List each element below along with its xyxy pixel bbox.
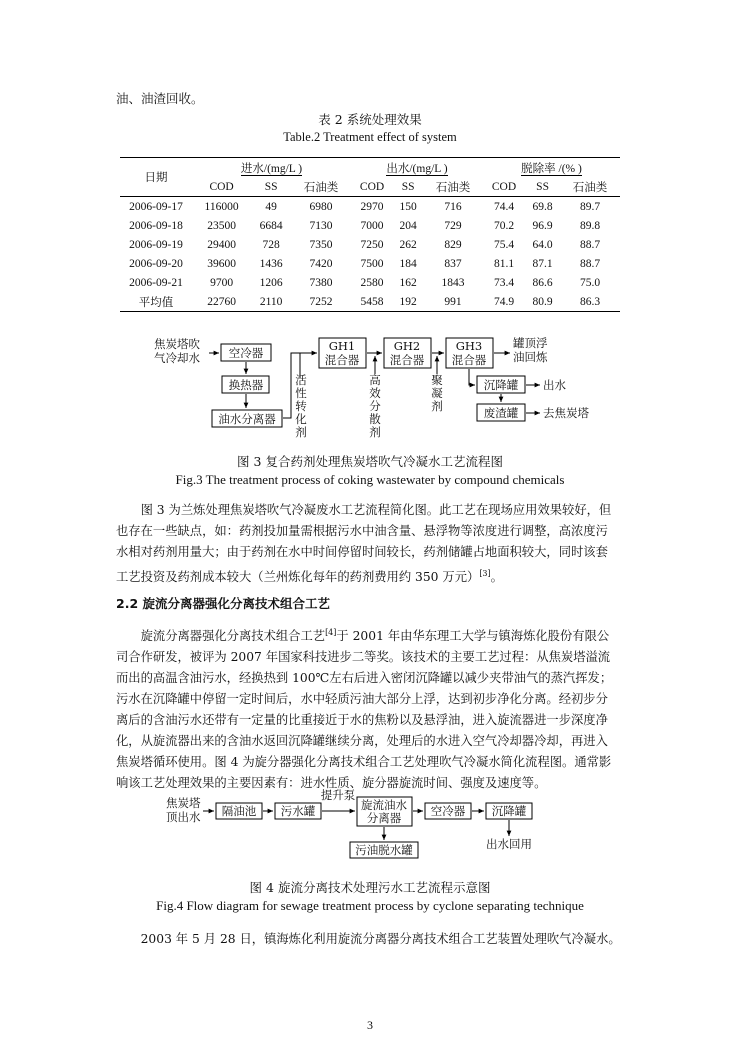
fig3-agent-dispersant-char: 剂 <box>369 425 381 439</box>
table-row <box>120 292 620 312</box>
treatment-effect-table <box>120 157 620 312</box>
group-header-removal-label: 脱除率 /(% ) <box>521 162 582 175</box>
fig3-agent-dispersant-char: 高 <box>369 373 381 387</box>
paragraph-line: 司合作研发，被评为 2007 年国家科技进步二等奖。该技术的主要工艺过程：从焦炭塔溢流 <box>116 650 611 665</box>
table-cell: 23500 <box>207 219 236 232</box>
table-cell: 204 <box>399 219 417 232</box>
fig3-agent-dispersant-char: 散 <box>369 412 381 426</box>
fig3-agent-activation-char: 活 <box>295 373 307 387</box>
table-cell: 86.3 <box>560 292 620 312</box>
fig4-cyclone-line1: 旋流油水 <box>361 798 407 812</box>
fig4-cooler-label: 空冷器 <box>430 804 466 818</box>
paragraph-line <box>116 622 628 647</box>
table-cell: 7500 <box>360 257 384 270</box>
fig3-mixer1-id: GH1 <box>328 339 356 353</box>
fig4-separation-tank-label: 隔油池 <box>221 804 257 818</box>
table-cell: 2580 <box>360 276 384 289</box>
table-cell: 1843 <box>441 276 465 289</box>
citation-ref: [4] <box>325 628 337 637</box>
table-cell: 162 <box>399 276 417 289</box>
group-header-inflow <box>192 158 351 178</box>
paragraph-text: 工艺投资及药剂成本较大（兰州炼化每年的药剂费用约 350 万元） <box>116 570 480 585</box>
paragraph-line <box>116 563 628 588</box>
fig4-dewater-label: 污油脱水罐 <box>355 843 413 857</box>
paragraph-line: 图 3 为兰炼处理焦炭塔吹气冷凝废水工艺流程简化图。此工艺在现场应用效果较好，但 <box>140 503 612 517</box>
table-row <box>120 216 620 235</box>
sub-header: 石油类 <box>560 177 620 197</box>
table-cell: 75.0 <box>579 276 601 289</box>
fig4-cyclone-line2: 分离器 <box>366 811 402 825</box>
fig3-out-coke: 去焦炭塔 <box>543 406 589 420</box>
table-cell: 74.4 <box>493 200 515 213</box>
table-cell: 87.1 <box>532 257 553 270</box>
figure-4-flowchart <box>0 786 740 870</box>
paragraph-line: 水相对药剂用量大；由于药剂在水中时间停留时间较长，药剂储罐占地面积较大，同时该套 <box>116 545 608 559</box>
table-cell: 7252 <box>291 292 351 312</box>
table-cell: 69.8 <box>532 200 553 213</box>
fig3-agent-dispersant-char: 效 <box>369 386 381 400</box>
continuation-text: 油、油渣回收。 <box>116 91 204 106</box>
fig4-input-line2: 顶出水 <box>166 810 201 824</box>
fig3-agent-activation-char: 性 <box>295 386 307 400</box>
fig3-separator-label: 油水分离器 <box>218 412 276 426</box>
table-cell: 150 <box>399 200 417 213</box>
fig3-agent-dispersant-char: 分 <box>369 399 381 413</box>
table-row <box>120 197 620 217</box>
sub-header: COD <box>351 177 393 197</box>
sub-header: COD <box>483 177 525 197</box>
paragraph-line: 也存在一些缺点，如：药剂投加量需根据污水中油含量、悬浮物等浓度进行调整，高浓度污 <box>116 524 608 538</box>
table-cell: 7250 <box>360 238 384 251</box>
table-cell: 716 <box>444 200 462 213</box>
table-cell: 1206 <box>259 276 283 289</box>
table-cell: 2006-09-20 <box>129 257 183 270</box>
table-cell: 262 <box>399 238 417 251</box>
paragraph-line: 离后的含油污水还带有一定量的比重接近于水的焦粉以及悬浮油，进入旋流器进一步深度净 <box>116 713 608 728</box>
paragraph-line: 污水在沉降罐中停留一定时间后，水中轻质污油大部分上浮，达到初步净化分离。经初步分 <box>116 692 608 707</box>
table-cell: 6980 <box>309 200 333 213</box>
table-cell: 7350 <box>309 238 333 251</box>
table-cell: 39600 <box>207 257 236 270</box>
fig3-agent-activation-char: 剂 <box>295 425 307 439</box>
fig3-residue-label: 废渣罐 <box>483 406 519 420</box>
fig3-out-water: 出水 <box>543 378 566 392</box>
table-cell: 2006-09-21 <box>129 276 183 289</box>
table-cell: 7130 <box>309 219 333 232</box>
table-cell: 89.7 <box>579 200 601 213</box>
group-header-outflow <box>351 158 483 178</box>
table-cell: 7000 <box>360 219 384 232</box>
fig3-mixer1-label: 混合器 <box>324 353 360 367</box>
table-row <box>120 273 620 292</box>
fig4-pump-label: 提升泵 <box>320 788 356 802</box>
table-cell: 89.8 <box>579 219 601 232</box>
group-header-removal <box>483 158 620 178</box>
table-cell: 88.7 <box>579 257 601 270</box>
fig3-agent-coagulant-char: 聚 <box>431 373 443 387</box>
table-cell: 829 <box>444 238 462 251</box>
paragraph-line: 焦炭塔循环使用。图 4 为旋分器强化分离技术组合工艺处理吹气冷凝水简化流程图。通常影 <box>116 755 612 770</box>
table-cell: 7420 <box>309 257 333 270</box>
fig4-caption-en: Fig.4 Flow diagram for sewage treatment process by cyclone separating technique <box>156 898 584 913</box>
fig3-settling-label: 沉降罐 <box>483 378 519 392</box>
table-cell: 70.2 <box>493 219 515 232</box>
date-header: 日期 <box>120 158 192 197</box>
sub-header: 石油类 <box>423 177 483 197</box>
table-cell: 837 <box>444 257 462 270</box>
paragraph-text: 旋流分离器强化分离技术组合工艺 <box>140 629 326 644</box>
table-cell: 2006-09-18 <box>129 219 183 232</box>
table-cell: 9700 <box>210 276 234 289</box>
paragraph-fig3-discussion <box>116 500 628 588</box>
fig3-caption-cn: 图 3 复合药剂处理焦炭塔吹气冷凝水工艺流程图 <box>237 454 503 469</box>
paragraph-line: 化，从旋流器出来的含油水返回沉降罐继续分离，处理后的水进入空气冷却器冷却，再进入 <box>116 734 608 749</box>
table-cell: 728 <box>262 238 280 251</box>
page-number: 3 <box>367 1018 373 1032</box>
table-cell: 81.1 <box>493 257 515 270</box>
fig3-agent-activation-char: 化 <box>295 412 307 426</box>
table-cell: 88.7 <box>579 238 601 251</box>
fig4-input-line1: 焦炭塔 <box>166 796 201 810</box>
table-cell: 29400 <box>207 238 236 251</box>
table-cell: 2006-09-19 <box>129 238 183 251</box>
fig3-tank-top-line1: 罐顶浮 <box>513 336 548 350</box>
fig3-agent-activation-char: 转 <box>295 399 307 413</box>
figure-3-flowchart <box>0 330 740 442</box>
fig3-input-line2: 气冷却水 <box>154 351 200 365</box>
fig3-mixer3-label: 混合器 <box>451 353 487 367</box>
sub-header: SS <box>251 177 291 197</box>
table-cell: 22760 <box>192 292 251 312</box>
table-cell: 平均值 <box>120 292 192 312</box>
sub-header: SS <box>525 177 560 197</box>
fig4-out-reuse: 出水回用 <box>486 837 532 851</box>
table-cell: 49 <box>265 200 277 213</box>
table-cell: 74.9 <box>483 292 525 312</box>
table-cell: 6684 <box>259 219 283 232</box>
table-cell: 729 <box>444 219 462 232</box>
fig4-caption-cn: 图 4 旋流分离技术处理污水工艺流程示意图 <box>249 880 491 895</box>
fig3-exchanger-label: 换热器 <box>228 378 264 392</box>
table-cell: 192 <box>393 292 423 312</box>
fig4-sewage-tank-label: 污水罐 <box>280 804 316 818</box>
fig3-tank-top-line2: 油回炼 <box>513 350 548 364</box>
paragraph-end: 。 <box>490 570 503 585</box>
table-cell: 7380 <box>309 276 333 289</box>
fig3-caption-en: Fig.3 The treatment process of coking wastewater by compound chemicals <box>175 472 565 487</box>
table-cell: 64.0 <box>532 238 553 251</box>
fig3-mixer2-label: 混合器 <box>389 353 425 367</box>
fig3-mixer3-id: GH3 <box>455 339 483 353</box>
paragraph-text: 于 2001 年由华东理工大学与镇海炼化股份有限公 <box>336 629 610 644</box>
paragraph-cyclone-process <box>116 622 628 794</box>
table-cell: 5458 <box>351 292 393 312</box>
fig4-settling-label: 沉降罐 <box>491 804 527 818</box>
table-cell: 1436 <box>259 257 283 270</box>
section-title: 2.2 旋流分离器强化分离技术组合工艺 <box>116 596 330 611</box>
sub-header: 石油类 <box>291 177 351 197</box>
paragraph-zhenhai: 2003 年 5 月 28 日，镇海炼化利用旋流分离器分离技术组合工艺装置处理吹气冷凝水。 <box>140 932 621 946</box>
table-cell: 86.6 <box>532 276 553 289</box>
table-cell: 73.4 <box>493 276 515 289</box>
table-cell: 75.4 <box>493 238 515 251</box>
group-header-inflow-label: 进水/(mg/L ) <box>240 162 303 175</box>
fig3-mixer2-id: GH2 <box>393 339 421 353</box>
sub-header: SS <box>393 177 423 197</box>
fig3-input-line1: 焦炭塔吹 <box>154 337 200 351</box>
table-cell: 116000 <box>204 200 239 213</box>
table-caption-cn: 表 2 系统处理效果 <box>318 112 422 127</box>
table-cell: 80.9 <box>525 292 560 312</box>
paragraph-line: 响该工艺处理效果的主要因素有：进水性质、旋分器旋流时间、强度及速度等。 <box>116 776 547 791</box>
sub-header: COD <box>192 177 251 197</box>
fig3-agent-coagulant-char: 剂 <box>431 399 443 413</box>
table-cell: 991 <box>423 292 483 312</box>
table-cell: 2110 <box>251 292 291 312</box>
group-header-outflow-label: 出水/(mg/L ) <box>386 162 448 175</box>
paragraph-line: 而出的高温含油污水，经换热到 100℃左右后进入密闭沉降罐以减少夹带油气的蒸汽挥发； <box>116 671 613 686</box>
table-cell: 2006-09-17 <box>129 200 183 213</box>
citation-ref: [3] <box>479 569 491 578</box>
table-row <box>120 254 620 273</box>
table-cell: 2970 <box>360 200 384 213</box>
table-row <box>120 235 620 254</box>
table-cell: 96.9 <box>532 219 553 232</box>
fig3-agent-coagulant-char: 凝 <box>431 386 443 400</box>
table-cell: 184 <box>399 257 417 270</box>
table-caption-en: Table.2 Treatment effect of system <box>283 130 457 144</box>
fig3-cooler-label: 空冷器 <box>228 346 264 360</box>
